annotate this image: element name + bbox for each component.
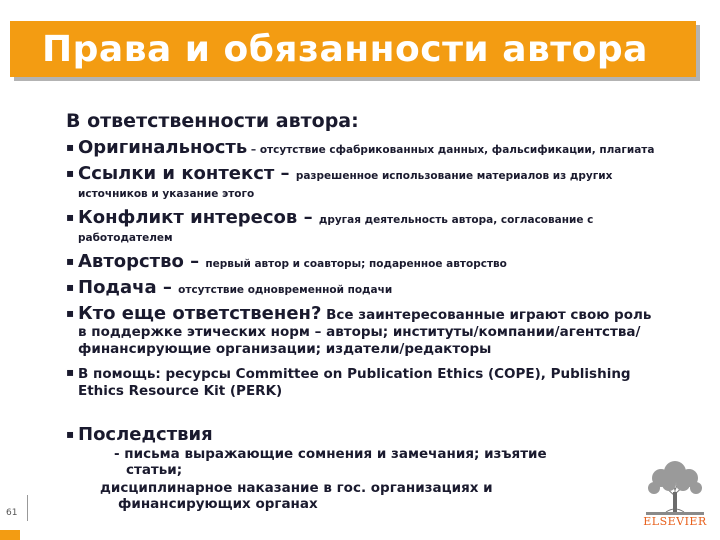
consequence-line — [66, 446, 656, 478]
bullet-icon: ▪ — [66, 254, 75, 268]
bullet-icon: ▪ — [66, 280, 75, 294]
bullet-icon: ▪ — [66, 365, 75, 379]
help-text: В помощь: ресурсы Committee on Publication Ethics (COPE), Publishing Ethics Resource Kit (PERK) — [78, 366, 631, 399]
consequence-line-part: финансирующих органах — [118, 496, 318, 512]
item-term: Конфликт интересов – — [78, 207, 319, 228]
consequences-item — [66, 424, 656, 445]
consequence-line-part: статьи; — [126, 462, 183, 478]
item-term: Подача – — [78, 277, 179, 298]
list-item — [66, 207, 656, 246]
list-item — [66, 163, 656, 202]
item-term: Оригинальность — [78, 137, 248, 158]
list-item — [66, 251, 656, 272]
page-divider — [27, 495, 28, 521]
bullet-icon: ▪ — [66, 306, 75, 320]
consequence-line-part: - письма выражающие сомнения и замечания; изъятие — [114, 446, 547, 462]
consequence-line-part: дисциплинарное наказание в гос. организациях и — [100, 480, 493, 496]
item-text: Все заинтересованные играют свою роль в поддержке этических норм – авторы; институты/компании/агентства/финансирующие организации; издатели/редакторы — [78, 307, 652, 357]
help-item — [66, 365, 656, 399]
list-item — [66, 303, 656, 357]
bullet-icon: ▪ — [66, 140, 75, 154]
slide-content — [66, 110, 656, 512]
slide-title: Права и обязанности автора — [42, 29, 648, 70]
item-term: Кто еще ответственен? — [78, 303, 322, 324]
item-term: Авторство – — [78, 251, 206, 272]
elsevier-logo-text: ELSEVIER — [643, 515, 707, 528]
consequences-term: Последствия — [78, 424, 213, 445]
list-item — [66, 277, 656, 298]
accent-strip — [0, 530, 20, 540]
title-bar — [10, 21, 696, 77]
list-item — [66, 137, 656, 158]
bullet-icon: ▪ — [66, 166, 75, 180]
item-text: другая деятельность автора, согласование с работодателем — [78, 214, 594, 244]
item-text: разрешенное использование материалов из других источников и указание этого — [78, 170, 613, 200]
page-number: 61 — [6, 508, 18, 518]
item-term: Ссылки и контекст – — [78, 163, 296, 184]
bullet-icon: ▪ — [66, 210, 75, 224]
item-text: – отсутствие сфабрикованных данных, фальсификации, плагиата — [247, 144, 655, 156]
item-text: отсутствие одновременной подачи — [178, 284, 393, 296]
bullet-icon: ▪ — [66, 427, 75, 441]
consequence-line — [66, 480, 656, 512]
item-text: первый автор и соавторы; подаренное авторство — [205, 258, 507, 270]
content-heading: В ответственности автора: — [66, 110, 359, 132]
